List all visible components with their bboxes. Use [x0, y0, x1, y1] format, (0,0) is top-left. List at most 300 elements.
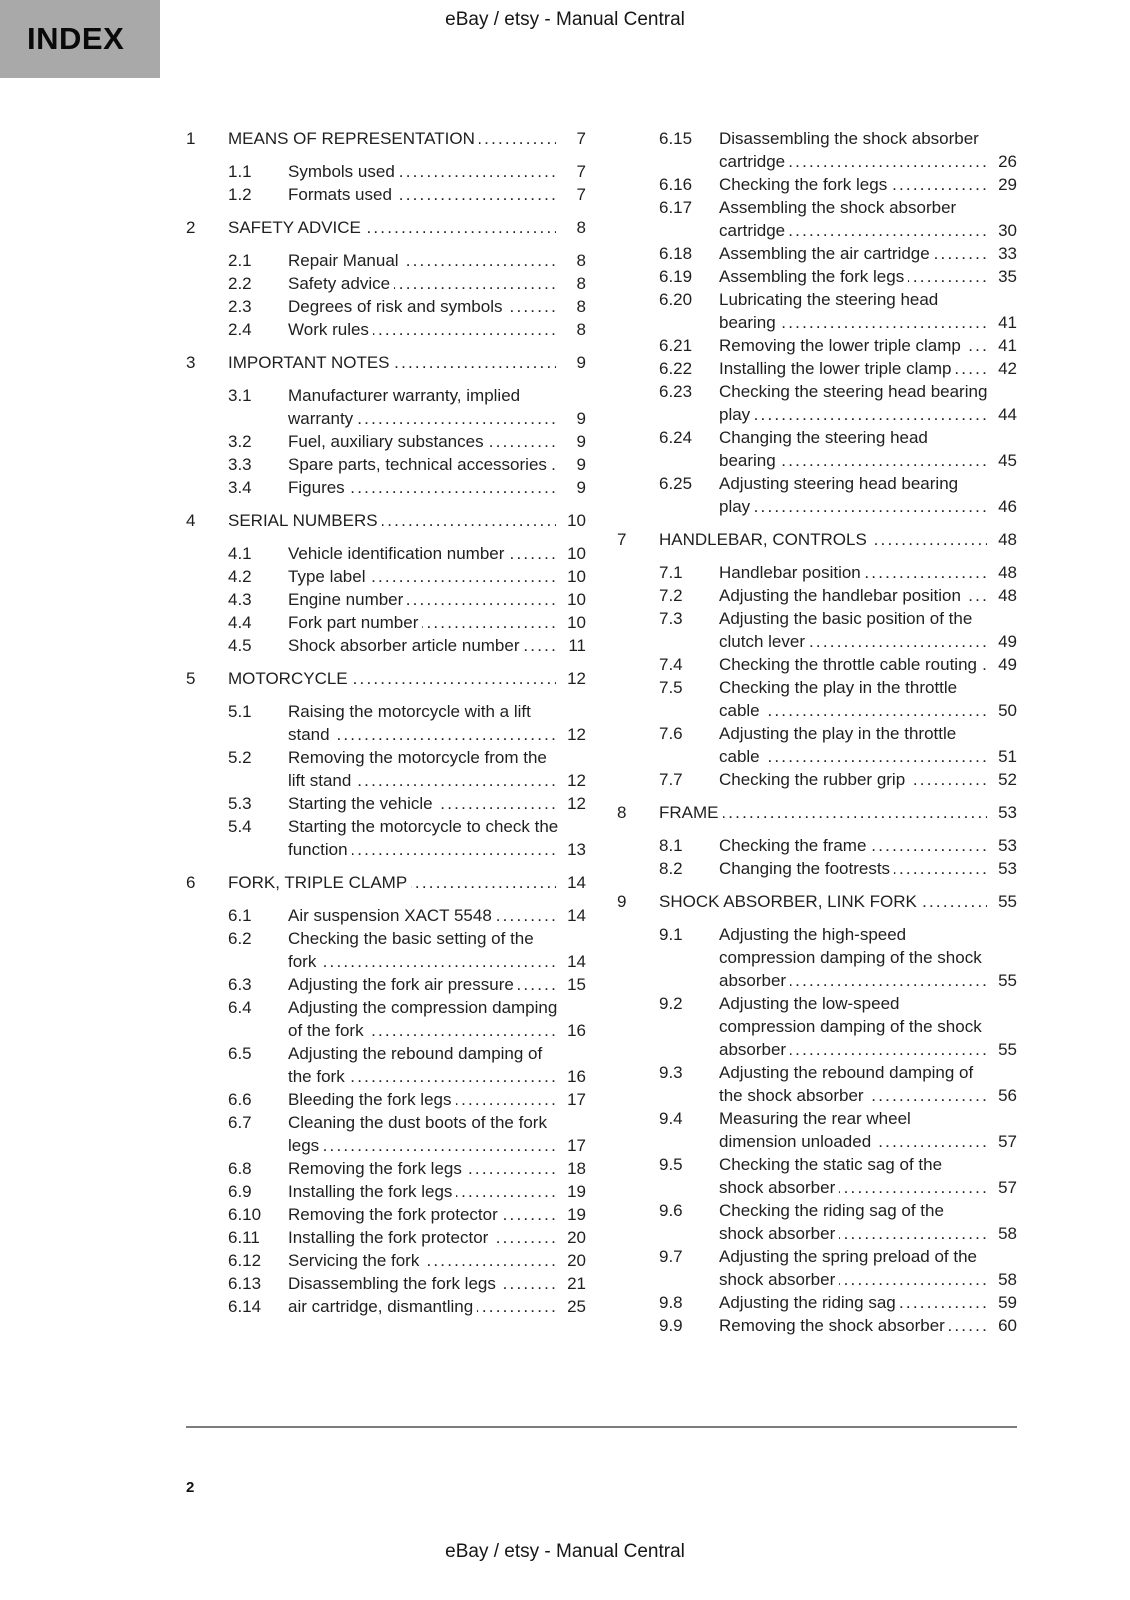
entry-page-number: 13: [556, 838, 586, 861]
entry-title: Checking the steering head bearing play: [719, 382, 988, 424]
entry-body: [288, 904, 586, 927]
entry-number: 9.5: [659, 1155, 683, 1174]
entry-title: Lubricating the steering head bearing: [719, 290, 939, 332]
entry-body: [288, 295, 586, 318]
entry-number: 6.4: [228, 998, 252, 1017]
entry-body: [288, 1249, 586, 1272]
toc-subsection-entry: [617, 1291, 1017, 1314]
entry-body: [659, 801, 1017, 824]
entry-title: Spare parts, technical accessories: [288, 455, 551, 474]
entry-page-number: 35: [987, 265, 1017, 288]
entry-title: Changing the steering head bearing: [719, 428, 928, 470]
entry-body: [288, 1203, 586, 1226]
entry-page-number: 45: [987, 449, 1017, 472]
entry-title: IMPORTANT NOTES: [228, 353, 394, 372]
entry-number: 6.1: [228, 906, 252, 925]
entry-title: Starting the vehicle: [288, 794, 437, 813]
entry-number: 9.3: [659, 1063, 683, 1082]
entry-number: 9.8: [659, 1293, 683, 1312]
entry-page-number: 16: [556, 1065, 586, 1088]
toc-subsection-entry: [186, 1111, 586, 1157]
entry-title: Adjusting steering head bearing play: [719, 474, 959, 516]
toc-subsection-entry: [617, 1199, 1017, 1245]
entry-page-number: 8: [556, 272, 586, 295]
entry-title: Handlebar position: [719, 563, 865, 582]
toc-subsection-entry: [186, 588, 586, 611]
entry-body: [719, 334, 1017, 357]
entry-page-number: 10: [556, 588, 586, 611]
toc-subsection-entry: [186, 542, 586, 565]
entry-number: 9.2: [659, 994, 683, 1013]
entry-title: Removing the fork protector: [288, 1205, 502, 1224]
entry-page-number: 33: [987, 242, 1017, 265]
entry-number: 6.14: [228, 1297, 262, 1316]
entry-body: [228, 351, 586, 374]
entry-number: 9.1: [659, 925, 683, 944]
entry-number: 6.3: [228, 975, 252, 994]
entry-title: Measuring the rear wheel dimension unloaded: [719, 1109, 911, 1151]
document-title-footer: eBay / etsy - Manual Central: [445, 1541, 685, 1562]
entry-number: 5: [186, 669, 196, 688]
toc-section-entry: [617, 890, 1017, 913]
entry-title: Type label: [288, 567, 370, 586]
toc-section-entry: [186, 216, 586, 239]
entry-number: 4.4: [228, 613, 252, 632]
toc-subsection-entry: [617, 992, 1017, 1061]
toc-subsection-entry: [617, 722, 1017, 768]
toc-subsection-entry: [186, 1203, 586, 1226]
toc-subsection-entry: [186, 973, 586, 996]
entry-page-number: 48: [987, 561, 1017, 584]
entry-body: [719, 834, 1017, 857]
entry-number: 9: [617, 892, 627, 911]
entry-page-number: 52: [987, 768, 1017, 791]
entry-body: [719, 1245, 1017, 1291]
entry-body: [719, 607, 1017, 653]
entry-title: Air suspension XACT 5548: [288, 906, 496, 925]
entry-title: Adjusting the play in the throttle cable: [719, 724, 957, 766]
entry-body: [228, 127, 586, 150]
dot-leader: [288, 950, 558, 973]
toc-subsection-entry: [186, 183, 586, 206]
entry-body: [719, 173, 1017, 196]
entry-page-number: 57: [987, 1130, 1017, 1153]
toc-subsection-entry: [617, 1245, 1017, 1291]
entry-title: Changing the footrests: [719, 859, 894, 878]
entry-number: 4: [186, 511, 196, 530]
entry-body: [288, 272, 586, 295]
entry-title: Checking the throttle cable routing: [719, 655, 981, 674]
entry-number: 8: [617, 803, 627, 822]
toc-subsection-entry: [186, 1180, 586, 1203]
entry-body: [719, 1291, 1017, 1314]
toc-subsection-entry: [186, 1088, 586, 1111]
entry-number: 6.24: [659, 428, 693, 447]
entry-body: [659, 528, 1017, 551]
entry-number: 6.25: [659, 474, 693, 493]
entry-number: 9.4: [659, 1109, 683, 1128]
entry-body: [719, 992, 1017, 1061]
entry-number: 5.4: [228, 817, 252, 836]
entry-body: [288, 973, 586, 996]
entry-title: Symbols used: [288, 162, 399, 181]
entry-title: Adjusting the rebound damping of the fork: [288, 1044, 543, 1086]
toc-subsection-entry: [186, 1295, 586, 1318]
entry-page-number: 57: [987, 1176, 1017, 1199]
entry-title: Adjusting the handlebar position: [719, 586, 965, 605]
entry-body: [719, 1314, 1017, 1337]
entry-page-number: 9: [556, 430, 586, 453]
entry-body: [719, 265, 1017, 288]
entry-number: 6.21: [659, 336, 693, 355]
entry-number: 6.5: [228, 1044, 252, 1063]
table-of-contents: [186, 127, 1017, 1337]
entry-title: Manufacturer warranty, implied warranty: [288, 386, 521, 428]
entry-body: [288, 1157, 586, 1180]
dot-leader: [288, 1134, 558, 1157]
entry-number: 2.3: [228, 297, 252, 316]
entry-number: 7.7: [659, 770, 683, 789]
entry-number: 6.6: [228, 1090, 252, 1109]
entry-page-number: 14: [556, 904, 586, 927]
entry-body: [228, 871, 586, 894]
entry-body: [288, 611, 586, 634]
entry-number: 3.4: [228, 478, 252, 497]
toc-section-entry: [617, 801, 1017, 824]
entry-body: [288, 996, 586, 1042]
entry-number: 2.2: [228, 274, 252, 293]
entry-title: Adjusting the spring preload of the shock absorber: [719, 1247, 978, 1289]
entry-page-number: 18: [556, 1157, 586, 1180]
toc-subsection-entry: [617, 1061, 1017, 1107]
toc-subsection-entry: [186, 927, 586, 973]
entry-page-number: 10: [556, 509, 586, 532]
entry-number: 6.18: [659, 244, 693, 263]
entry-page-number: 41: [987, 334, 1017, 357]
toc-subsection-entry: [617, 334, 1017, 357]
entry-title: Checking the fork legs: [719, 175, 891, 194]
toc-subsection-entry: [186, 565, 586, 588]
toc-subsection-entry: [617, 265, 1017, 288]
entry-title: Checking the play in the throttle cable: [719, 678, 958, 720]
toc-subsection-entry: [186, 1042, 586, 1088]
entry-body: [288, 792, 586, 815]
entry-page-number: 48: [987, 528, 1017, 551]
entry-number: 6.20: [659, 290, 693, 309]
entry-body: [719, 923, 1017, 992]
entry-number: 5.1: [228, 702, 252, 721]
entry-body: [719, 127, 1017, 173]
entry-page-number: 20: [556, 1226, 586, 1249]
toc-section-entry: [186, 509, 586, 532]
entry-number: 6.13: [228, 1274, 262, 1293]
entry-page-number: 58: [987, 1268, 1017, 1291]
toc-subsection-entry: [186, 904, 586, 927]
entry-number: 1: [186, 129, 196, 148]
entry-page-number: 53: [987, 857, 1017, 880]
entry-page-number: 60: [987, 1314, 1017, 1337]
toc-subsection-entry: [617, 288, 1017, 334]
toc-subsection-entry: [617, 1153, 1017, 1199]
entry-body: [719, 676, 1017, 722]
entry-page-number: 9: [556, 407, 586, 430]
entry-number: 6.12: [228, 1251, 262, 1270]
entry-page-number: 15: [556, 973, 586, 996]
entry-body: [288, 634, 586, 657]
entry-body: [719, 472, 1017, 518]
toc-subsection-entry: [617, 426, 1017, 472]
toc-subsection-entry: [617, 653, 1017, 676]
entry-title: Adjusting the basic position of the clutch lever: [719, 609, 973, 651]
entry-body: [719, 722, 1017, 768]
entry-body: [719, 768, 1017, 791]
entry-title: Checking the basic setting of the fork: [288, 929, 534, 971]
toc-subsection-entry: [617, 607, 1017, 653]
entry-page-number: 12: [556, 667, 586, 690]
entry-page-number: 10: [556, 565, 586, 588]
entry-page-number: 53: [987, 801, 1017, 824]
entry-body: [659, 890, 1017, 913]
entry-body: [288, 1111, 586, 1157]
toc-subsection-entry: [617, 242, 1017, 265]
entry-body: [288, 476, 586, 499]
entry-page-number: 7: [556, 160, 586, 183]
toc-subsection-entry: [617, 1107, 1017, 1153]
entry-page-number: 48: [987, 584, 1017, 607]
toc-subsection-entry: [186, 272, 586, 295]
entry-number: 3: [186, 353, 196, 372]
entry-body: [719, 242, 1017, 265]
entry-number: 6.2: [228, 929, 252, 948]
entry-title: Assembling the air cartridge: [719, 244, 934, 263]
dot-leader: [719, 495, 989, 518]
toc-subsection-entry: [186, 476, 586, 499]
page-number: 2: [186, 1479, 195, 1496]
entry-page-number: 11: [556, 634, 586, 657]
entry-number: 5.3: [228, 794, 252, 813]
entry-body: [288, 318, 586, 341]
entry-body: [288, 542, 586, 565]
entry-page-number: 14: [556, 871, 586, 894]
entry-title: SAFETY ADVICE: [228, 218, 365, 237]
entry-body: [228, 509, 586, 532]
entry-page-number: 55: [987, 969, 1017, 992]
toc-subsection-entry: [617, 472, 1017, 518]
entry-title: Adjusting the compression damping of the fork: [288, 998, 558, 1040]
entry-body: [288, 384, 586, 430]
dot-leader: [719, 403, 989, 426]
toc-column-left: [186, 127, 586, 1337]
entry-number: 4.5: [228, 636, 252, 655]
entry-page-number: 10: [556, 542, 586, 565]
entry-title: Figures: [288, 478, 349, 497]
entry-page-number: 44: [987, 403, 1017, 426]
toc-subsection-entry: [186, 634, 586, 657]
entry-title: MOTORCYCLE: [228, 669, 352, 688]
entry-number: 4.2: [228, 567, 252, 586]
entry-page-number: 55: [987, 1038, 1017, 1061]
entry-number: 9.6: [659, 1201, 683, 1220]
entry-number: 1.2: [228, 185, 252, 204]
entry-title: Engine number: [288, 590, 407, 609]
entry-page-number: 12: [556, 792, 586, 815]
entry-page-number: 12: [556, 723, 586, 746]
toc-subsection-entry: [617, 196, 1017, 242]
entry-page-number: 17: [556, 1088, 586, 1111]
entry-title: MEANS OF REPRESENTATION: [228, 129, 479, 148]
entry-body: [719, 584, 1017, 607]
entry-body: [288, 453, 586, 476]
toc-subsection-entry: [186, 792, 586, 815]
entry-number: 3.2: [228, 432, 252, 451]
entry-title: HANDLEBAR, CONTROLS: [659, 530, 871, 549]
entry-number: 7.5: [659, 678, 683, 697]
entry-body: [288, 700, 586, 746]
entry-body: [288, 1295, 586, 1318]
entry-body: [228, 667, 586, 690]
entry-page-number: 9: [556, 351, 586, 374]
toc-section-entry: [186, 351, 586, 374]
entry-page-number: 7: [556, 183, 586, 206]
entry-number: 8.1: [659, 836, 683, 855]
entry-body: [719, 653, 1017, 676]
entry-title: Repair Manual: [288, 251, 403, 270]
entry-number: 6.19: [659, 267, 693, 286]
entry-title: Shock absorber article number: [288, 636, 524, 655]
toc-subsection-entry: [186, 249, 586, 272]
entry-body: [228, 216, 586, 239]
entry-number: 7.4: [659, 655, 683, 674]
document-title-header: eBay / etsy - Manual Central: [445, 9, 685, 30]
entry-title: Degrees of risk and symbols: [288, 297, 506, 316]
toc-subsection-entry: [186, 746, 586, 792]
entry-title: Checking the static sag of the shock absorber: [719, 1155, 943, 1197]
entry-page-number: 12: [556, 769, 586, 792]
entry-body: [288, 183, 586, 206]
entry-number: 6.23: [659, 382, 693, 401]
entry-title: Servicing the fork: [288, 1251, 423, 1270]
entry-number: 6.22: [659, 359, 693, 378]
entry-body: [719, 357, 1017, 380]
entry-body: [288, 160, 586, 183]
toc-section-entry: [617, 528, 1017, 551]
entry-number: 8.2: [659, 859, 683, 878]
entry-body: [288, 1272, 586, 1295]
entry-number: 2.1: [228, 251, 252, 270]
entry-title: Cleaning the dust boots of the fork legs: [288, 1113, 547, 1155]
entry-title: Disassembling the shock absorber cartridge: [719, 129, 979, 171]
toc-subsection-entry: [186, 996, 586, 1042]
entry-title: Installing the fork legs: [288, 1182, 456, 1201]
entry-title: FORK, TRIPLE CLAMP: [228, 873, 411, 892]
entry-title: Vehicle identification number: [288, 544, 508, 563]
entry-page-number: 20: [556, 1249, 586, 1272]
entry-number: 7.3: [659, 609, 683, 628]
entry-number: 9.9: [659, 1316, 683, 1335]
entry-body: [288, 1226, 586, 1249]
toc-subsection-entry: [186, 160, 586, 183]
entry-title: Checking the riding sag of the shock absorber: [719, 1201, 944, 1243]
toc-subsection-entry: [617, 173, 1017, 196]
entry-number: 6: [186, 873, 196, 892]
entry-number: 6.17: [659, 198, 693, 217]
entry-number: 7: [617, 530, 627, 549]
entry-page-number: 26: [987, 150, 1017, 173]
entry-page-number: 51: [987, 745, 1017, 768]
entry-page-number: 25: [556, 1295, 586, 1318]
toc-subsection-entry: [617, 561, 1017, 584]
toc-subsection-entry: [617, 1314, 1017, 1337]
entry-number: 7.1: [659, 563, 683, 582]
entry-body: [719, 288, 1017, 334]
entry-page-number: 58: [987, 1222, 1017, 1245]
entry-number: 6.11: [228, 1228, 260, 1247]
entry-title: Work rules: [288, 320, 373, 339]
footer-divider: [186, 1426, 1017, 1428]
entry-page-number: 42: [987, 357, 1017, 380]
entry-number: 6.16: [659, 175, 693, 194]
entry-page-number: 8: [556, 295, 586, 318]
entry-title: Assembling the shock absorber cartridge: [719, 198, 957, 240]
toc-section-entry: [186, 667, 586, 690]
entry-title: Fuel, auxiliary substances: [288, 432, 488, 451]
entry-page-number: 10: [556, 611, 586, 634]
entry-title: Bleeding the fork legs: [288, 1090, 456, 1109]
toc-subsection-entry: [186, 1157, 586, 1180]
toc-subsection-entry: [617, 923, 1017, 992]
entry-body: [719, 1107, 1017, 1153]
entry-number: 3.1: [228, 386, 252, 405]
entry-page-number: 50: [987, 699, 1017, 722]
entry-body: [719, 1199, 1017, 1245]
toc-subsection-entry: [617, 127, 1017, 173]
entry-title: Removing the motorcycle from the lift stand: [288, 748, 547, 790]
entry-body: [288, 588, 586, 611]
entry-title: Removing the shock absorber: [719, 1316, 949, 1335]
entry-number: 6.9: [228, 1182, 252, 1201]
entry-page-number: 8: [556, 216, 586, 239]
entry-body: [288, 927, 586, 973]
entry-page-number: 55: [987, 890, 1017, 913]
entry-title: Adjusting the rebound damping of the shock absorber: [719, 1063, 974, 1105]
entry-page-number: 17: [556, 1134, 586, 1157]
toc-subsection-entry: [186, 815, 586, 861]
entry-title: Removing the fork legs: [288, 1159, 466, 1178]
entry-page-number: 30: [987, 219, 1017, 242]
entry-title: Removing the lower triple clamp: [719, 336, 965, 355]
toc-subsection-entry: [186, 1249, 586, 1272]
entry-number: 2.4: [228, 320, 252, 339]
entry-body: [288, 1088, 586, 1111]
entry-title: Installing the fork protector: [288, 1228, 492, 1247]
toc-section-entry: [186, 127, 586, 150]
toc-subsection-entry: [617, 380, 1017, 426]
entry-number: 5.2: [228, 748, 252, 767]
entry-title: FRAME: [659, 803, 723, 822]
entry-page-number: 21: [556, 1272, 586, 1295]
entry-body: [719, 426, 1017, 472]
toc-subsection-entry: [186, 453, 586, 476]
entry-title: Fork part number: [288, 613, 422, 632]
toc-subsection-entry: [186, 611, 586, 634]
toc-subsection-entry: [186, 700, 586, 746]
entry-page-number: 7: [556, 127, 586, 150]
toc-subsection-entry: [186, 295, 586, 318]
entry-page-number: 46: [987, 495, 1017, 518]
entry-title: Safety advice: [288, 274, 394, 293]
entry-page-number: 53: [987, 834, 1017, 857]
entry-body: [288, 249, 586, 272]
